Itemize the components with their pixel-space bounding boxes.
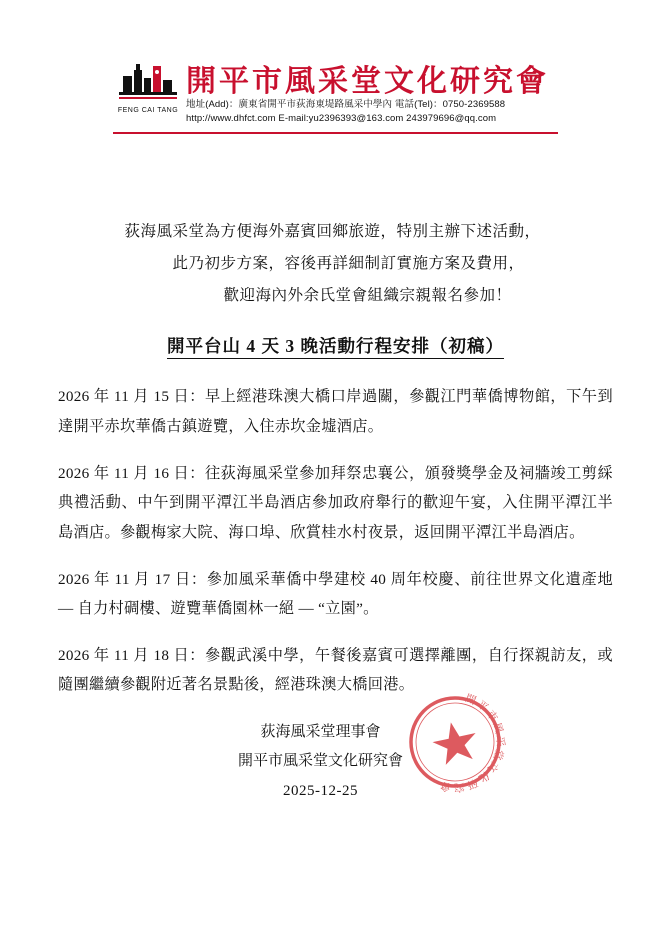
intro-line-1: 荻海風采堂為方便海外嘉賓回鄉旅遊，特別主辦下述活動， (124, 223, 541, 240)
signature-date: 2025-12-25 (283, 782, 358, 799)
address-line: 地址(Add)：廣東省開平市荻海東堤路風采中學內 電話(Tel)：0750-2369588 (186, 99, 506, 110)
intro-line-3: 歡迎海內外余氏堂會組織宗親報名參加！ (223, 286, 512, 304)
contact-info (186, 98, 505, 126)
svg-text:開平市風采堂文化研究會: 開平市風采堂文化研究會 (437, 692, 506, 794)
itinerary-item: 2026 年 11 月 18 日：參觀武溪中學，午餐後嘉賓可選擇離團，自行探親訪友，或隨團繼續參觀附近著名景點後，經港珠澳大橋回港。 (58, 646, 613, 694)
organization-title: 開平市風采堂文化研究會 (186, 64, 549, 99)
itinerary-item: 2026 年 11 月 16 日：往荻海風采堂參加拜祭忠襄公，頒發獎學金及祠牆竣工剪綵典禮活動、中午到開平潭江半島酒店參加政府舉行的歡迎午宴，入住開平潭江半島酒店。參觀梅家大院、海口埠、欣賞桂水村夜景，返回開平潭江半島酒店。 (58, 464, 613, 541)
fengcaitang-building-icon (117, 62, 179, 106)
page-title-text: 開平台山 4 天 3 晚活動行程安排（初稿） (167, 336, 504, 359)
organization-logo (113, 62, 183, 114)
letterhead (58, 0, 613, 170)
itinerary-list (58, 382, 613, 700)
intro-line-2: 此乃初步方案，容後再詳細制訂實施方案及費用， (172, 254, 525, 272)
signature-line-1: 荻海風采堂理事會 (260, 724, 381, 741)
page-title (58, 333, 613, 358)
signature-line-2: 開平市風采堂文化研究會 (237, 753, 403, 770)
itinerary-item: 2026 年 11 月 15 日：早上經港珠澳大橋口岸過關，參觀江門華僑博物館，下午到達開平赤坎華僑古鎮遊覽，入住赤坎金墟酒店。 (58, 388, 613, 435)
itinerary-item: 2026 年 11 月 17 日：參加風采華僑中學建校 40 周年校慶、前往世界文化遺產地 — 自力村碉樓、遊覽華僑園林一絕 — “立園”。 (58, 570, 613, 618)
signature-block (58, 692, 613, 806)
intro-paragraph (58, 216, 613, 311)
logo-caption: FENG CAI TANG (117, 107, 179, 114)
letterhead-divider (113, 132, 558, 134)
website-email-line: http://www.dhfct.com E-mail:yu2396393@163.com 243979696@qq.com (186, 112, 497, 124)
